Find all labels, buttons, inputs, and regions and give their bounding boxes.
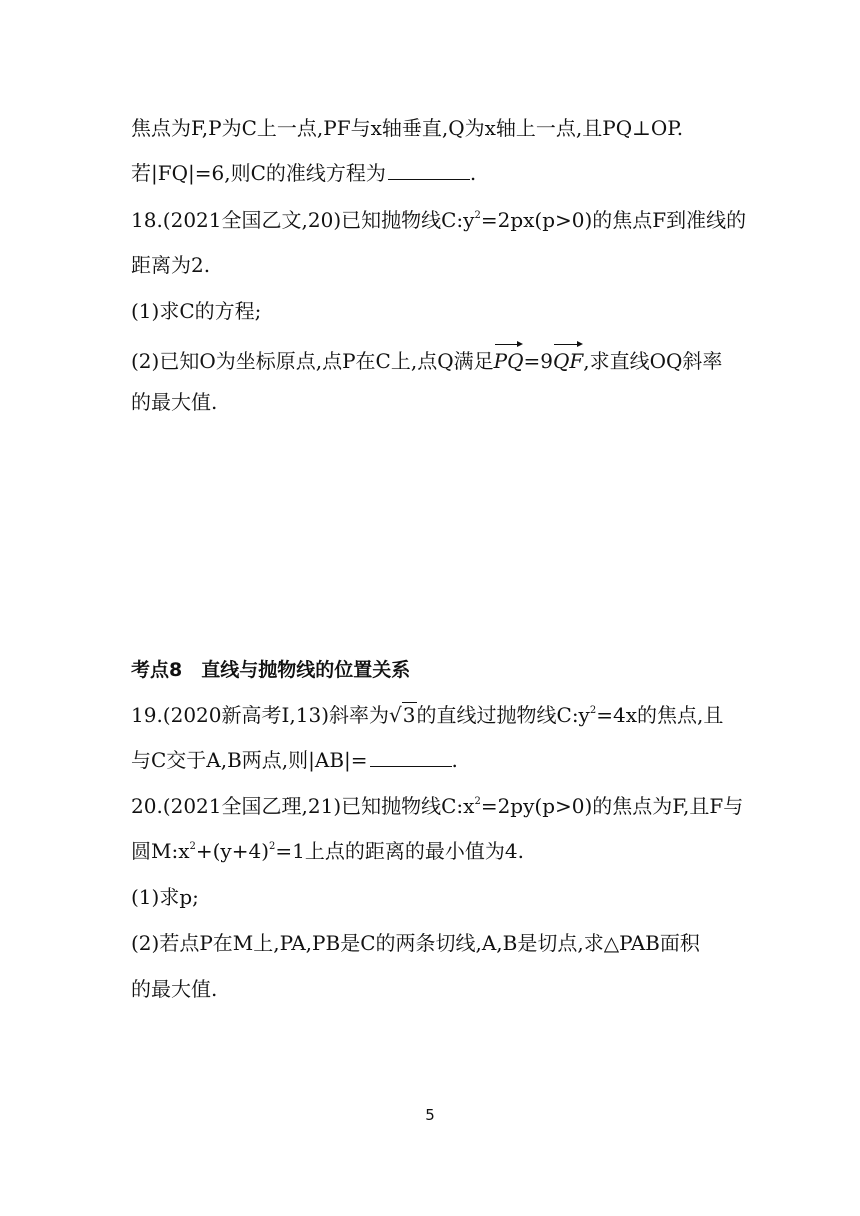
q20-line2-b: +(y+4) [195,839,270,863]
q18-exponent: 2 [474,210,481,221]
q20-line2-c: =1上点的距离的最小值为4. [275,839,524,863]
q18-part2-line2: 的最大值. [131,390,218,414]
q19-line1-a: 19.(2020新高考Ⅰ,13)斜率为 [131,703,390,727]
page-number: 5 [425,1106,435,1124]
q19-answer-blank [370,747,452,767]
q20-line1-a: 20.(2021全国乙理,21)已知抛物线C:x [131,794,475,818]
vector-qf: QF [553,343,583,375]
q18-part1: (1)求C的方程; [131,299,262,323]
q18-line1-a: 18.(2021全国乙文,20)已知抛物线C:y [131,208,475,232]
q18-part2-line1 [131,343,722,375]
vector-pq: PQ [494,343,524,375]
q18-part2-a: (2)已知O为坐标原点,点P在C上,点Q满足 [131,349,494,373]
q20-exponent-1: 2 [474,796,481,807]
q18-part2-b: ,求直线OQ斜率 [583,349,723,373]
q19-line1-b: 的直线过抛物线C:y [416,703,590,727]
q20-exponent-3: 2 [269,841,276,852]
q17-text-line1: 焦点为F,P为C上一点,PF与x轴垂直,Q为x轴上一点,且PQ⊥OP. [131,116,684,140]
q19-line2-a: 与C交于A,B两点,则|AB|= [131,748,368,772]
q19-exponent: 2 [589,705,597,716]
q20-part1: (1)求p; [131,885,199,909]
q17-answer-blank [388,160,470,180]
sqrt-3 [389,701,416,729]
q20-exponent-2: 2 [189,841,196,852]
q19-line1-c: =4x的焦点,且 [596,703,724,727]
q20-line1-b: =2py(p>0)的焦点为F,且F与 [480,794,744,818]
q17-line2-end: . [469,161,477,185]
q20-text-line1 [131,792,743,820]
q19-text-line2 [131,746,458,774]
q17-line2-text: 若|FQ|=6,则C的准线方程为 [131,161,386,185]
sqrt-symbol: √ [389,703,402,727]
q20-line2-a: 圆M:x [131,839,190,863]
q18-line1-b: =2px(p>0)的焦点F到准线的 [480,208,747,232]
section-heading: 考点8 直线与抛物线的位置关系 [131,659,411,681]
sqrt-radicand: 3 [402,703,416,727]
q18-text-line1 [131,206,746,234]
q20-text-line2 [131,837,524,865]
q18-text-line2: 距离为2. [131,253,211,277]
q20-part2-line1: (2)若点P在M上,PA,PB是C的两条切线,A,B是切点,求△PAB面积 [131,931,700,955]
q19-text-line1 [131,701,723,729]
q18-part2-mid: =9 [523,349,553,373]
q19-line2-end: . [451,748,458,772]
q20-part2-line2: 的最大值. [131,977,218,1001]
q17-text-line2 [131,159,476,187]
